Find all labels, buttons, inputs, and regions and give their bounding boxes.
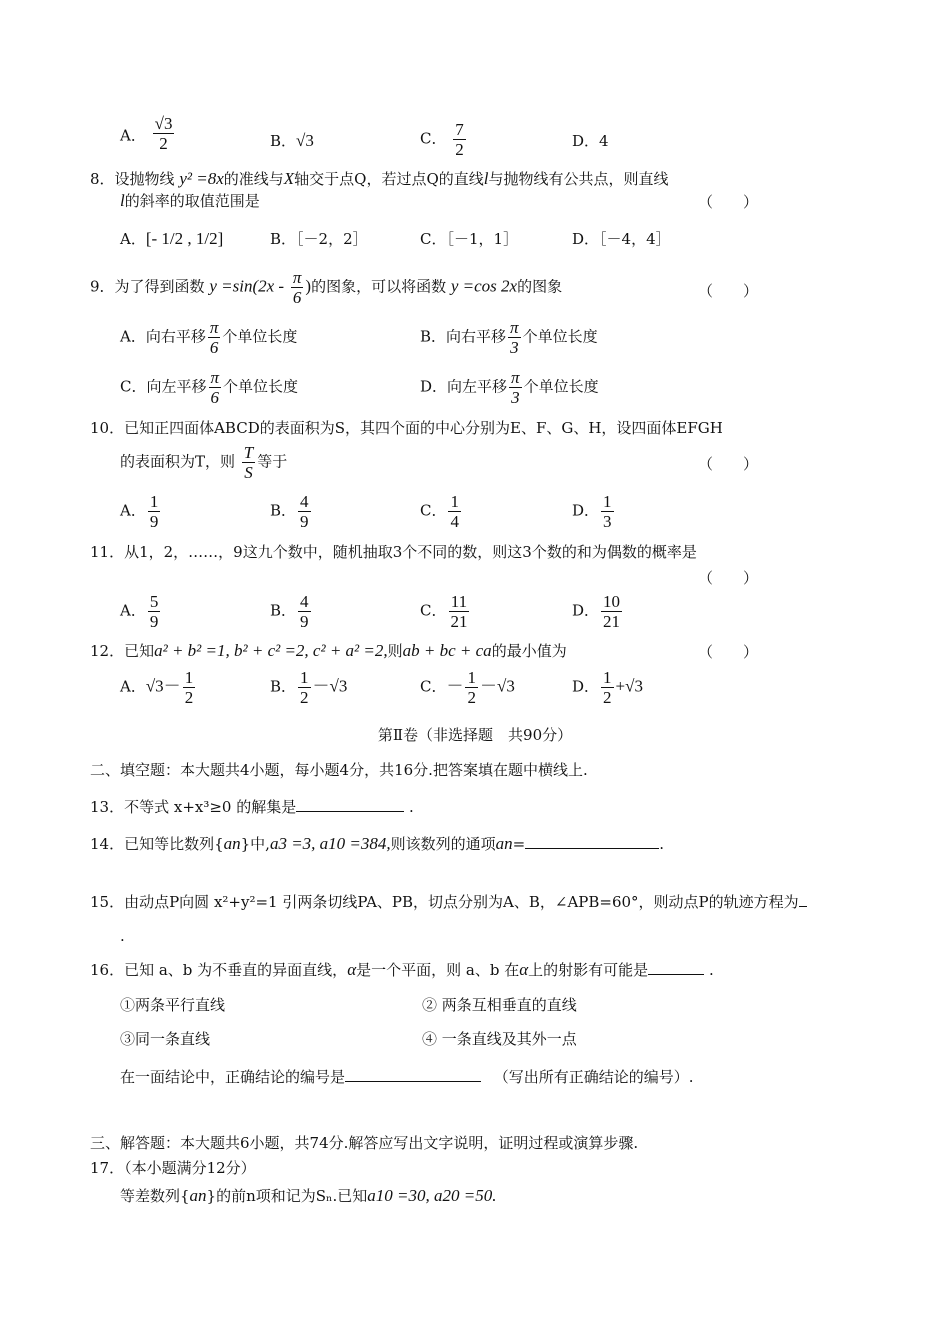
q9-option-c: C．向左平移 $\frac{\pi}{6}$ 个单位长度 (120, 368, 299, 407)
q15-tail: . (120, 927, 125, 945)
q10-stem-line1: 10．已知正四面体ABCD的表面积为S，其四个面的中心分别为E、F、G、H，设四面体EFGH (90, 419, 723, 437)
q7-option-a: A． $\frac{√3}{2}$ (120, 114, 173, 153)
q16-conclusion-blank[interactable] (345, 1065, 481, 1082)
q8-option-c: C．［－1，1］ (420, 230, 519, 248)
q17-stem: 等差数列{an}的前n项和记为Sₙ.已知a10 =30, a20 =50. (120, 1186, 497, 1205)
part2-title: 第Ⅱ卷（非选择题 共90分） (377, 726, 573, 744)
q10-option-b: B． $\frac{4}{9}$ (270, 492, 309, 531)
q13-stem: 13．不等式 x+x³≥0 的解集是 . (90, 795, 414, 817)
q14-stem: 14．已知等比数列{an}中,a3 =3, a10 =384,则该数列的通项an= . (90, 834, 665, 853)
section3-heading: 三、解答题：本大题共6小题，共74分.解答应写出文字说明，证明过程或演算步骤. (90, 1134, 639, 1152)
q10-stem-line2: 的表面积为T，则 $\frac{T}{S}$ 等于 (120, 443, 288, 482)
q17-head: 17．（本小题满分12分） (90, 1159, 256, 1177)
q12-stem: 12．已知a² + b² =1, b² + c² =2, c² + a² =2,则ab + bc + ca的最小值为 (90, 641, 567, 660)
q9-option-b: B．向右平移 $\frac{\pi}{3}$ 个单位长度 (420, 318, 598, 357)
q16-stem: 16．已知 a、b 为不垂直的异面直线，α是一个平面，则 a、b 在α上的射影有可能是 . (90, 960, 714, 979)
q11-stem: 11．从1，2，……，9这九个数中，随机抽取3个不同的数，则这3个数的和为偶数的概率是 (90, 543, 697, 561)
q11-option-b: B． $\frac{4}{9}$ (270, 592, 309, 631)
q10-option-c: C． $\frac{1}{4}$ (420, 492, 459, 531)
q11-option-c: C． $\frac{11}{21}$ (420, 592, 468, 631)
q7-option-d: D．4 (572, 132, 609, 150)
q8-stem-line2: l的斜率的取值范围是 (120, 191, 260, 210)
q10-option-d: D． $\frac{1}{3}$ (572, 492, 612, 531)
q7-option-b: B．√3 (270, 131, 314, 150)
q16-item-3: ③同一条直线 (120, 1030, 211, 1048)
q9-stem: 9．为了得到函数 y =sin(2x - $\frac{\pi}{6}$ )的图象，可以将函数 y =cos 2x的图象 (90, 268, 563, 307)
q16-item-2: ② 两条互相垂直的直线 (422, 996, 577, 1014)
q13-answer-blank[interactable] (296, 795, 404, 812)
q7-option-c: C． $\frac{7}{2}$ (420, 120, 464, 159)
q8-option-a: A．[- 1/2 , 1/2] (120, 229, 224, 248)
q16-conclusion: 在一面结论中，正确结论的编号是 （写出所有正确结论的编号）. (120, 1065, 694, 1087)
q10-option-a: A． $\frac{1}{9}$ (120, 492, 159, 531)
q11-option-a: A． $\frac{5}{9}$ (120, 592, 159, 631)
q16-item-4: ④ 一条直线及其外一点 (422, 1030, 577, 1048)
q12-option-c: C．－ $\frac{1}{2}$ －√3 (420, 668, 515, 707)
q12-option-d: D． $\frac{1}{2}$ +√3 (572, 668, 643, 707)
q8-option-b: B．［－2，2］ (270, 230, 368, 248)
q8-answer-paren: （ ） (698, 193, 759, 211)
q16-answer-blank[interactable] (648, 958, 704, 975)
q14-answer-blank[interactable] (525, 832, 659, 849)
q11-option-d: D． $\frac{10}{21}$ (572, 592, 621, 631)
q9-option-d: D．向左平移 $\frac{\pi}{3}$ 个单位长度 (420, 368, 599, 407)
q12-answer-paren: （ ） (698, 643, 759, 661)
q16-item-1: ①两条平行直线 (120, 996, 226, 1014)
q11-answer-paren: （ ） (698, 569, 759, 587)
q12-option-a: A．√3－ $\frac{1}{2}$ (120, 668, 194, 707)
q9-option-a: A．向右平移 $\frac{\pi}{6}$ 个单位长度 (120, 318, 298, 357)
q10-answer-paren: （ ） (698, 455, 759, 473)
q8-option-d: D．［－4，4］ (572, 230, 671, 248)
q15-answer-blank[interactable] (799, 890, 807, 907)
q8-stem-line1: 8．设抛物线 y² =8x的准线与X轴交于点Q，若过点Q的直线l与抛物线有公共点，则直线 (90, 169, 669, 188)
section2-heading: 二、填空题：本大题共4小题，每小题4分，共16分.把答案填在题中横线上. (90, 761, 588, 779)
q9-answer-paren: （ ） (698, 282, 759, 300)
q12-option-b: B． $\frac{1}{2}$ －√3 (270, 668, 348, 707)
q15-stem: 15．由动点P向圆 x²+y²=1 引两条切线PA、PB，切点分别为A、B，∠APB=60°，则动点P的轨迹方程为 (90, 890, 807, 912)
